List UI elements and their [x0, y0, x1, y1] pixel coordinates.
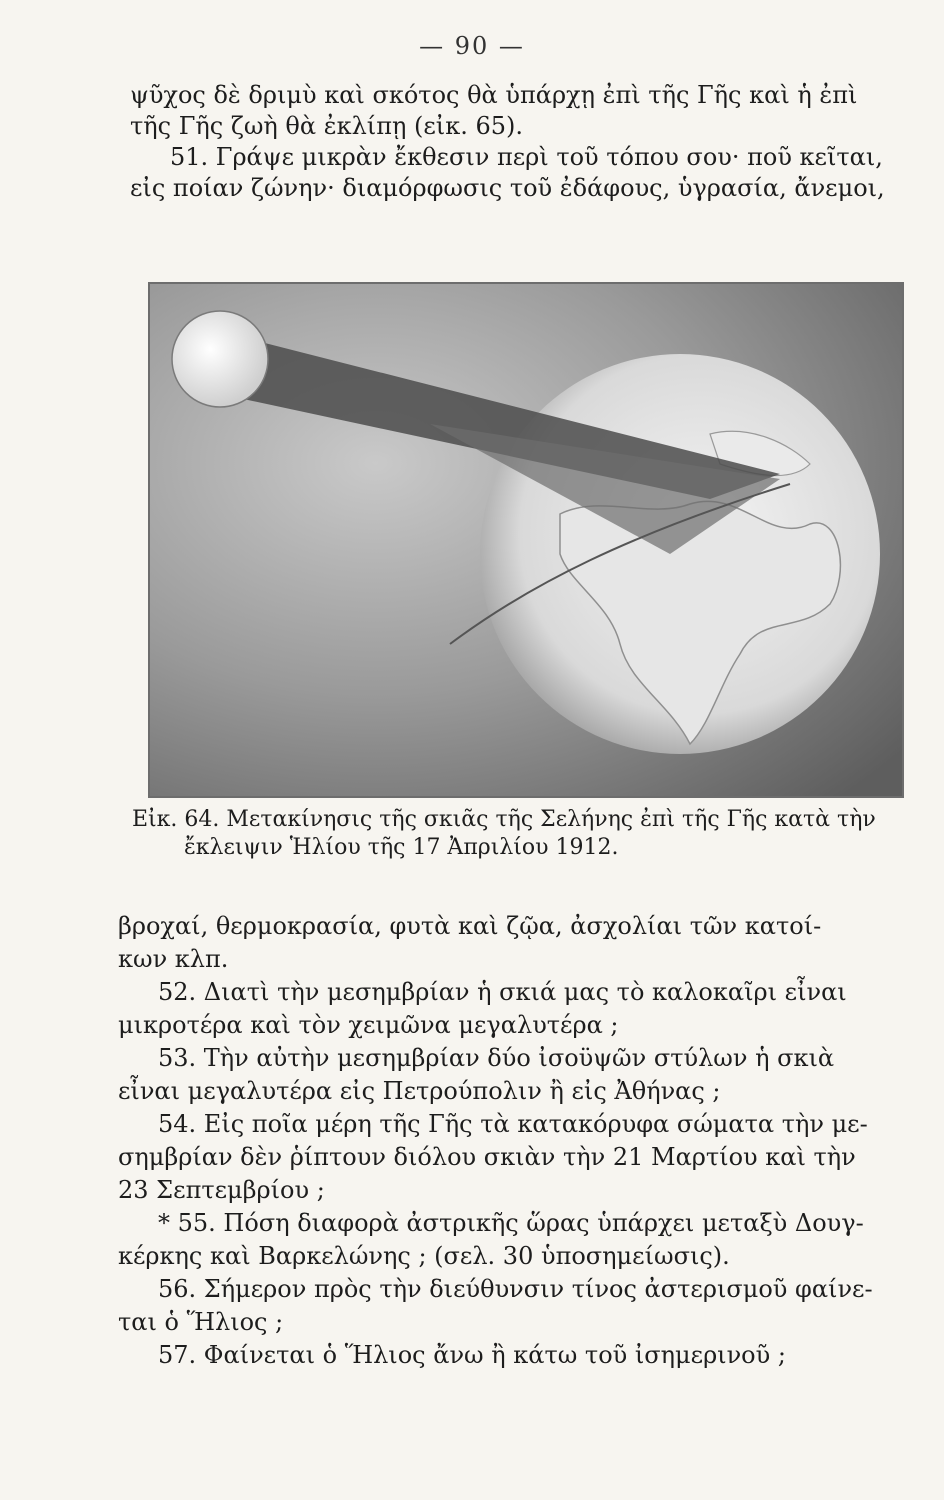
question-52: 52. Διατὶ τὴν μεσημβρίαν ἡ σκιά μας τὸ καλοκαῖρι εἶναι	[158, 978, 847, 1006]
text-line: βροχαί, θερμοκρασία, φυτὰ καὶ ζῷα, ἀσχολίαι τῶν κατοί-	[118, 912, 822, 940]
text-line: 51. Γράψε μικρὰν ἔκθεσιν περὶ τοῦ τόπου σου· ποῦ κεῖται,	[170, 143, 883, 171]
text-line: κέρκης καὶ Βαρκελώνης ; (σελ. 30 ὑποσημείωσις).	[118, 1242, 730, 1270]
text-line: ται ὁ Ἥλιος ;	[118, 1308, 284, 1336]
top-paragraph	[130, 80, 920, 204]
text-line: ψῦχος δὲ δριμὺ καὶ σκότος θὰ ὑπάρχῃ ἐπὶ τῆς Γῆς καὶ ἡ ἐπὶ	[130, 81, 858, 109]
question-56: 56. Σήμερον πρὸς τὴν διεύθυνσιν τίνος ἀστερισμοῦ φαίνε-	[158, 1275, 873, 1303]
bottom-paragraph	[118, 910, 918, 1372]
caption-line: Εἰκ. 64. Μετακίνησις τῆς σκιᾶς τῆς Σελήνης ἐπὶ τῆς Γῆς κατὰ τὴν	[132, 807, 876, 832]
text-line: εἶναι μεγαλυτέρα εἰς Πετρούπολιν ἢ εἰς Ἀθήνας ;	[118, 1077, 721, 1105]
page-number: — 90 —	[419, 32, 525, 60]
eclipse-illustration	[150, 284, 902, 796]
caption-line: ἔκλειψιν Ἡλίου τῆς 17 Ἀπριλίου 1912.	[184, 835, 619, 860]
text-line: εἰς ποίαν ζώνην· διαμόρφωσις τοῦ ἐδάφους, ὑγρασία, ἄνεμοι,	[130, 174, 885, 202]
figure-caption	[132, 806, 912, 862]
text-line: κων κλπ.	[118, 945, 229, 973]
question-54: 54. Εἰς ποῖα μέρη τῆς Γῆς τὰ κατακόρυφα σώματα τὴν με-	[158, 1110, 868, 1138]
question-53: 53. Τὴν αὐτὴν μεσημβρίαν δύο ἰσοϋψῶν στύλων ἡ σκιὰ	[158, 1044, 835, 1072]
question-57: 57. Φαίνεται ὁ Ἥλιος ἄνω ἢ κάτω τοῦ ἰσημερινοῦ ;	[158, 1341, 786, 1369]
text-line: μικροτέρα καὶ τὸν χειμῶνα μεγαλυτέρα ;	[118, 1011, 619, 1039]
question-55: * 55. Πόση διαφορὰ ἀστρικῆς ὥρας ὑπάρχει μεταξὺ Δουγ-	[158, 1209, 864, 1237]
text-line: σημβρίαν δὲν ῥίπτουν διόλου σκιὰν τὴν 21 Μαρτίου καὶ τὴν	[118, 1143, 856, 1171]
moon	[172, 311, 268, 407]
text-line: 23 Σεπτεμβρίου ;	[118, 1176, 325, 1204]
text-line: τῆς Γῆς ζωὴ θὰ ἐκλίπῃ (εἰκ. 65).	[130, 112, 523, 140]
figure-image	[148, 282, 904, 798]
